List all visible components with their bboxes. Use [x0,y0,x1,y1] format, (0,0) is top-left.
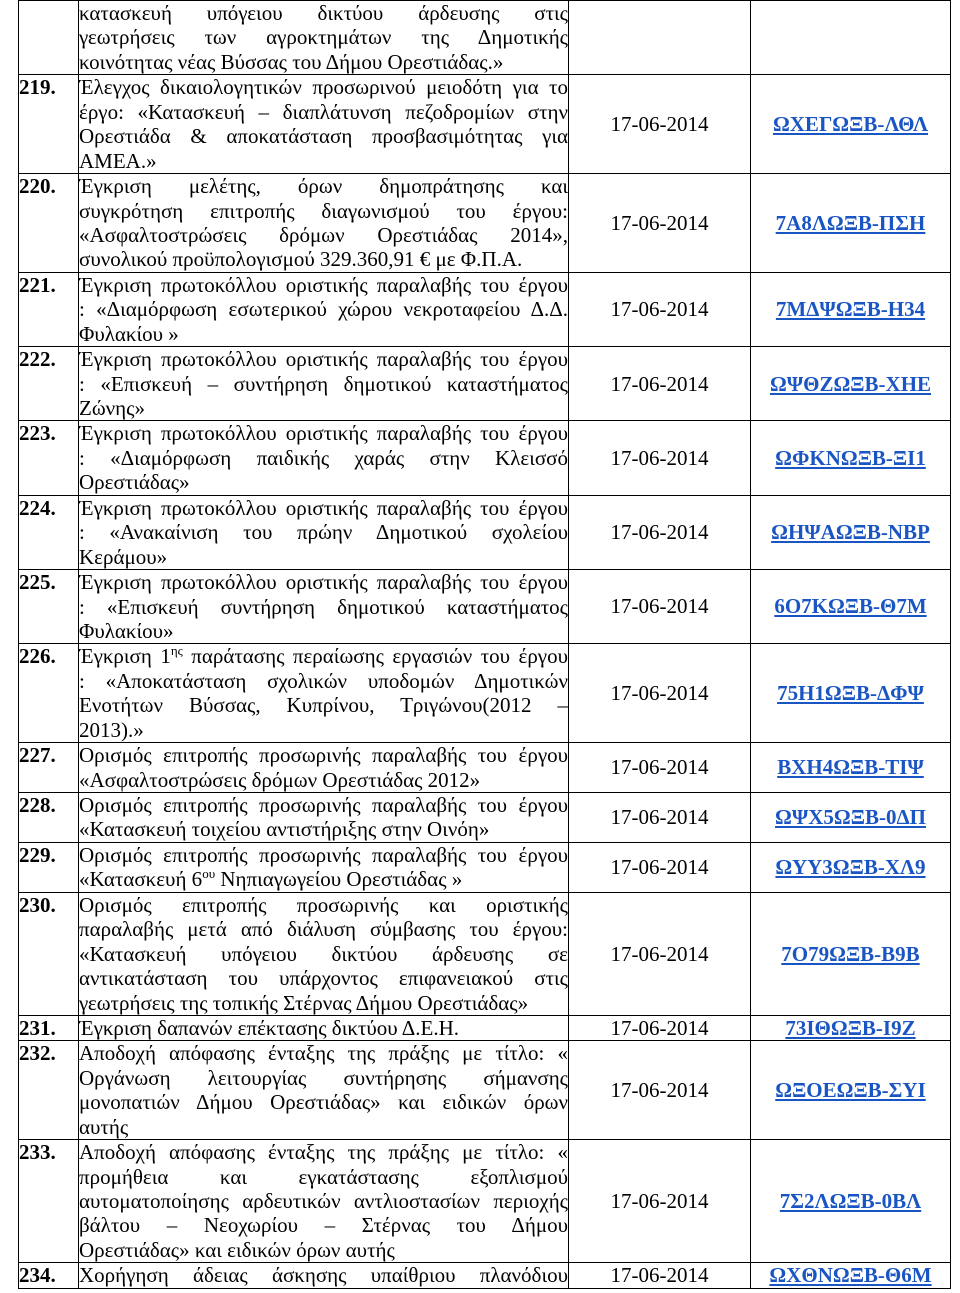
subject-line: συγκρότηση επιτροπής διαγωνισμού του έργου: [79,198,568,223]
ada-cell [751,570,951,644]
decision-row [19,793,951,843]
decision-date: 17-06-2014 [610,371,709,396]
decision-subject-cell [79,1263,569,1288]
decision-date-cell [569,644,751,743]
subject-line: Έγκριση πρωτοκόλλου οριστικής παραλαβής του έργου [79,421,568,446]
ada-cell [751,421,951,495]
ada-cell [751,347,951,421]
decision-row [19,644,951,743]
subject-line: Ζώνης» [79,396,145,420]
decision-subject-cell [79,644,569,743]
subject-line: Ορισμός επιτροπής προσωρινής και οριστικής [79,892,568,917]
ada-cell [751,892,951,1015]
decision-number-cell [19,842,79,892]
subject-line: συνολικού προϋπολογισμού 329.360,91 € με Φ.Π.Α. [79,247,523,272]
decision-date-cell [569,1140,751,1263]
ada-link[interactable]: ΩΧΕΓΩΞΒ-ΛΘΛ [772,111,929,136]
subject-line: Χορήγηση άδειας άσκησης υπαίθριου πλανόδιου [79,1263,568,1288]
decision-date: 17-06-2014 [610,1189,709,1213]
subject-line: προμήθεια και εγκατάστασης εξοπλισμού [79,1164,568,1189]
decision-subject-cell [79,570,569,644]
decision-subject-cell [79,347,569,421]
decision-subject-cell [79,1041,569,1140]
decision-number: 227. [19,743,56,768]
decision-date-cell [569,743,751,793]
subject-line: αντικατάσταση του υπάρχοντος επιφανειακού στις [79,966,568,991]
subject-line: αυτής [79,1114,129,1139]
subject-line: παραλαβής μετά από διάλυση σύμβασης του έργου: [79,917,568,942]
decision-number-cell [19,174,79,273]
subject-line: : «Διαμόρφωση εσωτερικού χώρου νεκροταφείου Δ.Δ. [79,297,568,322]
subject-line: Έγκριση πρωτοκόλλου οριστικής παραλαβής του έργου [79,347,568,372]
subject-line: «Κατασκευή τοιχείου αντιστήριξης στην Οινόη» [79,817,490,842]
decision-number: 222. [19,347,56,372]
decision-number-cell [19,644,79,743]
subject-line: γεωτρήσεις της τοπικής Στέρνας Δήμου Ορεστιάδας» [79,990,529,1015]
ada-link[interactable]: ΒΧΗ4ΩΞΒ-ΤΙΨ [777,755,924,780]
decision-number: 225. [19,570,56,595]
decision-number: 230. [19,892,56,917]
decision-row [19,75,951,174]
decision-number: 219. [19,75,56,100]
subject-line: έργο: «Κατασκευή – διαπλάτυνση πεζοδρομίων στην [79,99,568,124]
decision-subject-cell [79,421,569,495]
subject-line: ΑΜΕΑ.» [79,148,157,173]
decision-subject-cell [79,272,569,346]
ada-cell [751,1140,951,1263]
decisions-table-body [19,1,951,1289]
subject-text: παράτασης περαίωσης εργασιών του έργου [182,644,568,669]
decision-date: 17-06-2014 [610,681,709,706]
ada-cell [751,1,951,75]
ada-link[interactable]: ΩΨΘΖΩΞΒ-ΧΗΕ [769,371,932,396]
decision-date: 17-06-2014 [610,1015,709,1040]
ada-cell [751,495,951,569]
decision-subject-cell [79,1140,569,1263]
subject-line: Αποδοχή απόφασης ένταξης της πράξης με τίτλο: « [79,1140,568,1165]
ada-cell [751,1041,951,1140]
decision-number: 229. [19,842,56,867]
decision-subject-cell [79,793,569,843]
decision-row [19,1140,951,1263]
decision-date: 17-06-2014 [610,445,709,470]
decision-date: 17-06-2014 [610,855,709,880]
subject-line: γεωτρήσεις των αγροκτημάτων της Δημοτικής [79,25,568,50]
decision-number-cell [19,892,79,1015]
subject-line: Οργάνωση λειτουργίας συντήρησης σήμανσης [79,1065,568,1090]
subject-line: : «Επισκευή – συντήρηση δημοτικού καταστήματος [79,371,568,396]
decision-date-cell [569,1,751,75]
subject-line: : «Διαμόρφωση παιδικής χαράς στην Κλεισσό [79,445,568,470]
decision-date: 17-06-2014 [610,594,709,619]
ada-link[interactable]: 7Ο79ΩΞΒ-Β9Β [781,941,920,966]
subject-line: Έλεγχος δικαιολογητικών προσωρινού μειοδότη για το [79,75,568,100]
decision-number-cell [19,495,79,569]
decision-row [19,272,951,346]
decision-number-cell [19,75,79,174]
decision-row [19,842,951,892]
decision-date: 17-06-2014 [610,111,709,136]
decision-number: 224. [19,495,56,520]
decision-number: 228. [19,793,56,817]
ordinal-superscript: ης [170,643,183,659]
subject-text: «Κατασκευή 6 [79,867,203,892]
decision-number: 223. [19,421,56,446]
decision-number: 221. [19,272,56,297]
decision-subject-cell [79,1,569,75]
subject-line: : «Επισκευή συντήρηση δημοτικού καταστήματος [79,594,568,619]
decision-subject-cell [79,495,569,569]
decision-row [19,174,951,273]
subject-line: Έγκριση δαπανών επέκτασης δικτύου Δ.Ε.Η. [79,1015,460,1040]
subject-line: Ορισμός επιτροπής προσωρινής παραλαβής του έργου [79,743,568,768]
decision-number-cell [19,743,79,793]
decision-date-cell [569,174,751,273]
subject-text: Νηπιαγωγείου Ορεστιάδας » [215,867,463,892]
decision-date: 17-06-2014 [610,297,709,322]
decision-number-cell [19,1,79,75]
decision-row [19,743,951,793]
subject-line: μονοπατιών Δήμου Ορεστιάδας» και ειδικών όρων [79,1090,568,1115]
subject-line: Αποδοχή απόφασης ένταξης της πράξης με τίτλο: « [79,1041,568,1066]
decision-subject-cell [79,743,569,793]
decision-number-cell [19,1263,79,1288]
subject-line: Ενοτήτων Βύσσας, Κυπρίνου, Τριγώνου(2012 – [79,693,568,718]
ada-cell [751,1015,951,1040]
decision-row [19,421,951,495]
subject-line: Ορεστιάδα & αποκατάσταση προσβασιμότητας για [79,124,568,149]
decision-date: 17-06-2014 [610,520,709,545]
ada-cell [751,743,951,793]
ada-link[interactable]: 73ΙΘΩΞΒ-Ι9Ζ [785,1015,916,1040]
decision-date-cell [569,272,751,346]
subject-line: «Κατασκευή υπόγειου δικτύου άρδευσης σε [79,941,568,966]
ada-cell [751,842,951,892]
decision-number-cell [19,793,79,843]
ada-link[interactable]: ΩΞΟΕΩΞΒ-ΣΥΙ [775,1078,926,1103]
ada-link[interactable]: 7ΜΔΨΩΞΒ-Η34 [775,297,926,322]
ada-cell [751,174,951,273]
decision-subject-cell [79,892,569,1015]
subject-line: βάλτου – Νεοχωρίου – Στέρνας του Δήμου [79,1213,568,1238]
ada-link[interactable]: ΩΥΥ3ΩΞΒ-ΧΛ9 [775,855,926,880]
subject-line: Έγκριση πρωτοκόλλου οριστικής παραλαβής του έργου [79,570,568,595]
ada-link[interactable]: ΩΗΨΑΩΞΒ-ΝΒΡ [771,520,930,545]
decision-number-cell [19,570,79,644]
decision-date: 17-06-2014 [610,755,709,780]
subject-line: «Ασφαλτοστρώσεις δρόμων Ορεστιάδας 2012» [79,767,481,792]
subject-line: αυτοματοποίησης αρδευτικών αντλιοστασίων περιοχής [79,1189,568,1214]
decision-number-cell [19,1140,79,1263]
decision-number: 233. [19,1140,56,1165]
decision-date-cell [569,495,751,569]
ada-link[interactable]: 7Σ2ΛΩΞΒ-0ΒΛ [779,1189,922,1213]
decision-date: 17-06-2014 [610,805,709,830]
ada-cell [751,1263,951,1288]
subject-line: Έγκριση πρωτοκόλλου οριστικής παραλαβής του έργου [79,495,568,520]
subject-line: Ορισμός επιτροπής προσωρινής παραλαβής του έργου [79,842,568,867]
decision-number-cell [19,421,79,495]
subject-line: Έγκριση πρωτοκόλλου οριστικής παραλαβής του έργου [79,272,568,297]
decision-date-cell [569,842,751,892]
subject-line [79,644,568,668]
subject-line: Έγκριση μελέτης, όρων δημοπράτησης και [79,174,568,199]
decision-row [19,347,951,421]
decision-date-cell [569,793,751,843]
decision-date-cell [569,570,751,644]
decision-number: 234. [19,1263,56,1288]
decision-number-cell [19,272,79,346]
ada-cell [751,75,951,174]
decision-date: 17-06-2014 [610,210,709,235]
decision-number-cell [19,1015,79,1040]
decision-number: 231. [19,1015,56,1040]
decision-row [19,1263,951,1288]
decision-date: 17-06-2014 [610,1263,709,1288]
decision-subject-cell [79,842,569,892]
subject-line: «Ασφαλτοστρώσεις δρόμων Ορεστιάδας 2014», [79,222,568,247]
decisions-table [18,0,951,1289]
decision-number-cell [19,347,79,421]
decision-date-cell [569,75,751,174]
subject-line: : «Αποκατάσταση σχολικών υποδομών Δημοτικών [79,668,568,693]
decision-subject-cell [79,75,569,174]
decision-date-cell [569,1263,751,1288]
decision-date: 17-06-2014 [610,941,709,966]
decision-number: 226. [19,644,56,669]
decision-row [19,570,951,644]
decision-subject-cell [79,1015,569,1040]
decision-row [19,1041,951,1140]
subject-line: Ορισμός επιτροπής προσωρινής παραλαβής του έργου [79,793,568,817]
ada-link[interactable]: 75Η1ΩΞΒ-ΔΦΨ [777,681,924,706]
subject-line: Φυλακίου» [79,618,174,643]
ada-cell [751,272,951,346]
ada-link[interactable]: ΩΧΘΝΩΞΒ-Θ6Μ [769,1263,932,1288]
decision-date-cell [569,892,751,1015]
subject-line: Ορεστιάδας» και ειδικών όρων αυτής [79,1237,395,1262]
ada-link[interactable]: 7Α8ΛΩΞΒ-ΠΣΗ [775,210,926,235]
ordinal-superscript: ου [202,866,216,882]
decision-date-cell [569,421,751,495]
decision-row [19,892,951,1015]
decision-date-cell [569,1015,751,1040]
subject-line: κατασκευή υπόγειου δικτύου άρδευσης στις [79,1,568,25]
subject-line: Φυλακίου » [79,321,179,346]
subject-text: Έγκριση 1 [79,644,171,669]
subject-line: 2013).» [79,717,144,742]
decision-date: 17-06-2014 [610,1078,709,1103]
decision-number: 232. [19,1041,56,1066]
decision-number: 220. [19,174,56,199]
subject-line: Ορεστιάδας» [79,470,190,495]
subject-line: κοινότητας νέας Βύσσας του Δήμου Ορεστιάδας.» [79,49,504,74]
ada-cell [751,793,951,843]
ada-link[interactable]: ΩΦΚΝΩΞΒ-ΞΙ1 [775,445,926,470]
ada-link[interactable]: 6Ο7ΚΩΞΒ-Θ7Μ [774,594,927,619]
ada-link[interactable]: ΩΨΧ5ΩΞΒ-0ΔΠ [775,805,926,830]
decision-row [19,1,951,75]
ada-cell [751,644,951,743]
decision-subject-cell [79,174,569,273]
decision-number-cell [19,1041,79,1140]
decision-date-cell [569,1041,751,1140]
subject-line: : «Ανακαίνιση του πρώην Δημοτικού σχολείου [79,520,568,545]
decision-row [19,495,951,569]
subject-line [79,867,568,891]
decision-row [19,1015,951,1040]
subject-line: Κεράμου» [79,544,168,569]
decision-date-cell [569,347,751,421]
